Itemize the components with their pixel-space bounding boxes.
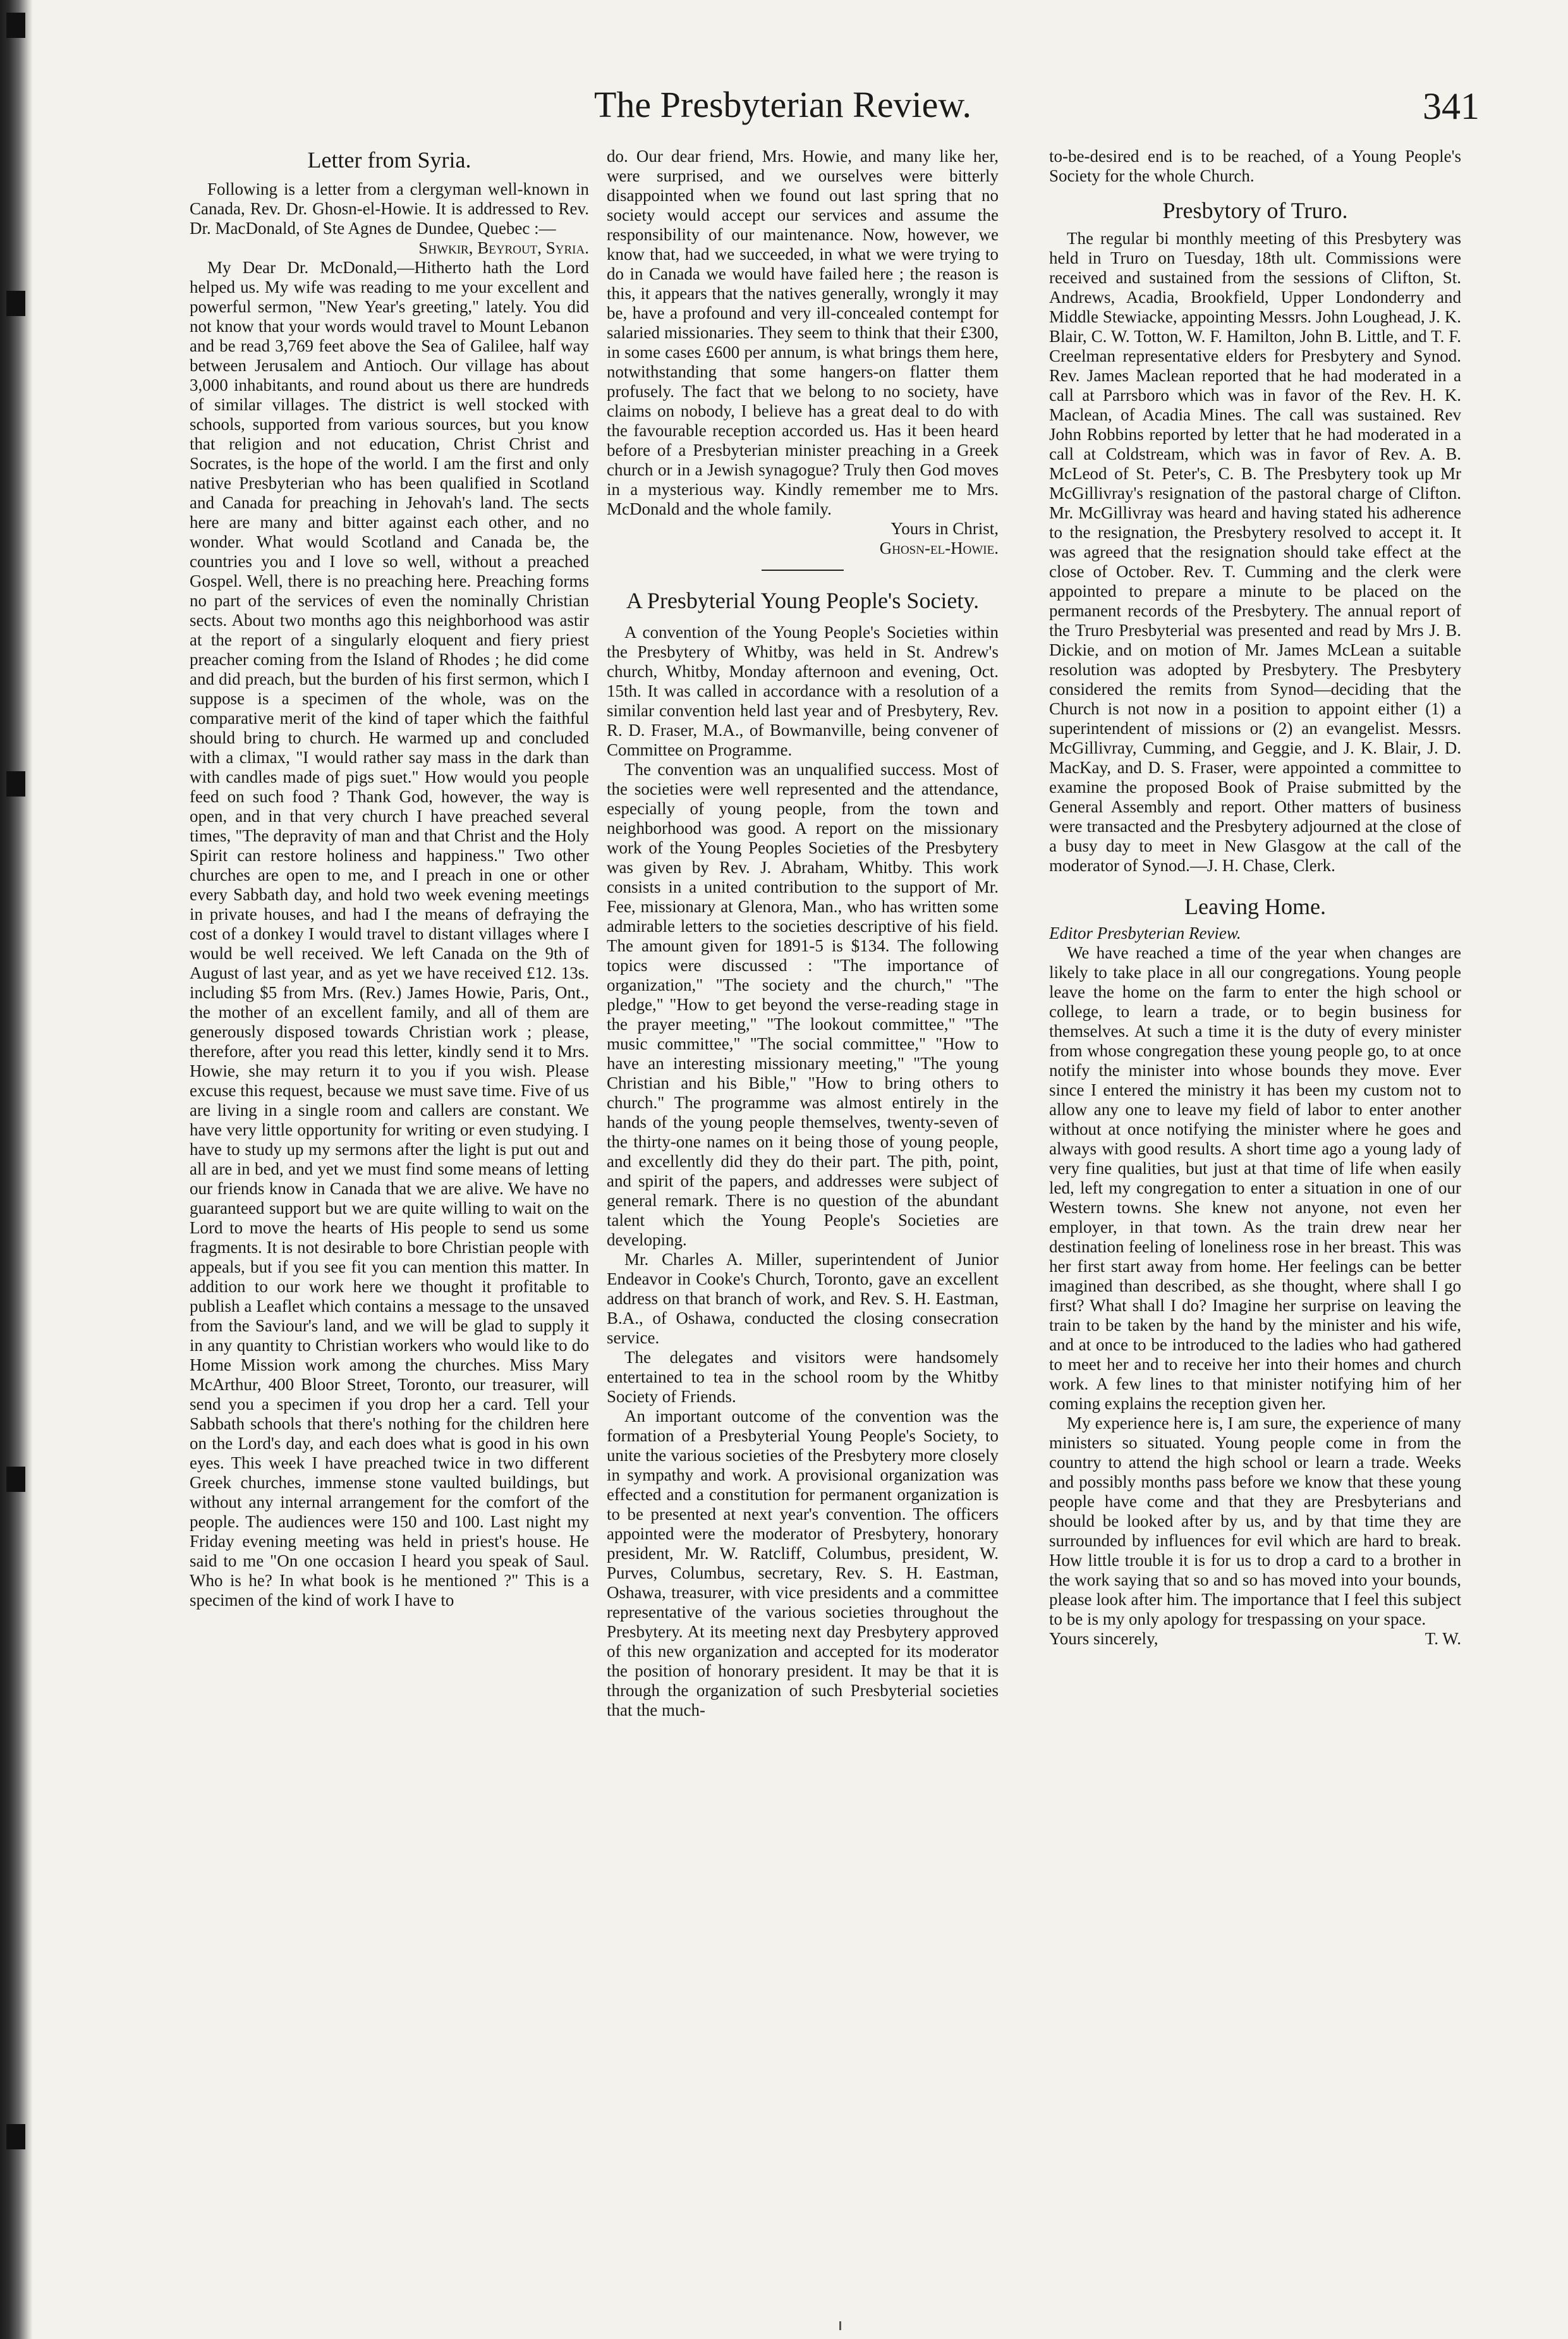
letter-body: My Dear Dr. McDonald,—Hitherto hath the Lord helped us. My wife was reading to me your excellent and powerful sermon, "New Year's greeting," lately. You did not know that your words would travel to Mount Lebanon and be read 3,769 feet above the Sea of Galilee, half way between Jerusalem and Antioch. Our village has about 3,000 inhabitants, and round about us there are hundreds of similar villages. The district is well stocked with schools, supported from various sources, but you know that religion and not education, Christ Christ and Socrates, is the hope of the world. I am the first and only native Presbyterian who has been qualified in Scotland and Canada for preaching in Jehovah's land. The sects here are many and bitter against each other, and no wonder. What would Scotland and Canada be, the countries you and I love so well, without a preached Gospel. Well, there is no preaching here. Preaching forms no part of the services of even the nominally Christian sects. About two months ago this neighborhood was astir at the report of a singularly eloquent and fiery priest preacher coming from the Island of Rhodes ; he did come and did preach, but the burden of his first sermon, which I suppose is a specimen of the whole, was on the comparative merit of the kind of taper which the faithful should bring to church. He warmed up and concluded with a climax, "I would rather say mass in the dark than with candles made of pigs suet." How would you people feed on such food ? Thank God, however, the way is open, and in that very church I have preached several times, "The depravity of man and that Christ and the Holy Spirit can restore holiness and happiness." Two other churches are open to me, and I preach in one or other every Sabbath day, and hold two week evening meetings in private houses, and had I the means of defraying the cost of a donkey I would travel to distant villages where I would be well received. We left Canada on the 9th of August of last year, and as yet we have received £12. 13s. including $5 from Mrs. (Rev.) James Howie, Paris, Ont., the mother of an excellent family, and all of them are generously disposed towards Christian work ; please, therefore, after you read this letter, kindly send it to Mrs. Howie, she may return it to you if you wish. Please excuse this request, because we must save time. Five of us are living in a single room and callers are constant. We have very little opportunity for writing or even studying. I have to study up my sermons after the light is put out and all are in bed, and yet we must find some means of letting our friends know in Canada that we are alive. We have no guaranteed support but we are quite willing to wait on the Lord to move the hearts of His people to send us some fragments. It is not desirable to bore Christian people with appeals, but if you see fit you can mention this matter. In addition to our work here we thought it profitable to publish a Leaflet which contains a message to the unsaved from the Saviour's land, and we will be glad to supply it in any quantity to Christian workers who would like to do Home Mission work among the churches. Miss Mary McArthur, 400 Bloor Street, Toronto, our treasurer, will send you a specimen if you drop her a card. Tell your Sabbath schools that there's nothing for the children here on the Lord's day, and each does what is good in his own eyes. This week I have preached twice in two different Greek churches, immense stone vaulted buildings, but without any internal arrangement for the comfort of the people. The audiences were 150 and 100. Last night my Friday evening meeting was held in priest's house. He said to me "On one occasion I heard you speak of Saul. Who is he? In what book is he mentioned ?" This is a specimen of the kind of work I have to (190, 258, 589, 1609)
article-headline-presbytery-of-truro: Presbytory of Truro. (1162, 198, 1348, 223)
letter-closing: Yours in Christ, (890, 519, 999, 538)
running-title: The Presbyterian Review. (594, 84, 971, 125)
letter-signature: Ghosn-el-Howie. (879, 539, 999, 558)
article-paragraph-continued: to-be-desired end is to be reached, of a Young People's Society for the whole Church. (1049, 147, 1461, 185)
column-left (190, 147, 589, 2296)
article-headline-young-peoples-society: A Presbyterial Young People's Society. (626, 588, 980, 613)
article-paragraph: My experience here is, I am sure, the experience of many ministers so situated. Young people come in from the country to attend the high school or learn a trade. Weeks and possibly months pass before we know that these young people have come and that they are Presbyterians and should be looked after by us, and by that time they are surrounded by influences for evil which are hard to break. How little trouble it is for us to drop a card to a brother in the work saying that so and so has moved into your bounds, please look after him. The importance that I feel this subject to be is my only apology for trespassing on your space. (1049, 1414, 1461, 1628)
column-middle (607, 147, 999, 2296)
article-paragraph: A convention of the Young People's Societies within the Presbytery of Whitby, was held in St. Andrew's church, Whitby, Monday afternoon and evening, Oct. 15th. It was called in accordance with a resolution of a similar convention held last year and of Presbytery, Rev. R. D. Fraser, M.A., of Bowmanville, being convener of Committee on Programme. (607, 623, 999, 759)
closing-salutation: Yours sincerely, (1049, 1629, 1158, 1648)
section-divider (762, 570, 844, 571)
letter-dateline: Shwkir, Beyrout, Syria. (418, 238, 589, 257)
article-headline-letter-from-syria: Letter from Syria. (307, 147, 471, 173)
page-header (0, 0, 1568, 145)
letter-intro: Following is a letter from a clergyman well-known in Canada, Rev. Dr. Ghosn-el-Howie. It is addressed to Rev. Dr. MacDonald, of Ste Agnes de Dundee, Quebec :— (190, 180, 589, 238)
letter-attribution: Editor Presbyterian Review. (1049, 924, 1241, 943)
article-paragraph: We have reached a time of the year when changes are likely to take place in all our congregations. Young people leave the home on the farm to enter the high school or college, to learn a trade, or to begin business for themselves. At such a time it is the duty of every minister from whose congregation these young people go, to at once notify the minister into whose bounds they move. Ever since I entered the ministry it has been my custom not to allow any one to leave my field of labor to enter another without at once notifying the minister where he goes and always with good results. A short time ago a young lady of very fine qualities, but just at that time of life when easily led, left my congregation to enter a situation in one of our Western towns. She knew not anyone, not even her employer, in that town. As the train drew near her destination feeling of loneliness rose in her breast. This was her first start away from home. Her feelings can be better imagined than described, as she thought, where shall I go first? What shall I do? Imagine her surprise on leaving the train to be taken by the hand by the minister and his wife, and at once to be introduced to the ladies who had gathered to meet her and to receive her into their homes and church work. A few lines to that minister notifying him of her coming explains the reception given her. (1049, 943, 1461, 1413)
article-paragraph: An important outcome of the convention was the formation of a Presbyterial Young People's Society, to unite the various societies of the Presbytery more closely in sympathy and work. A provisional organization was effected and a constitution for permanent organization is to be presented at next year's convention. The officers appointed were the moderator of Presbytery, honorary president, Mr. W. Ratcliff, Columbus, president, W. Purves, Columbus, secretary, Rev. S. H. Eastman, Oshawa, treasurer, with vice presidents and a committee representative of the various societies throughout the Presbytery. At its meeting next day Presbytery approved of this new organization and accepted for its moderator the position of honorary president. It may be that it is through the organization of such Presbyterial societies that the much- (607, 1407, 999, 1719)
closing-initials: T. W. (1425, 1629, 1461, 1648)
article-paragraph: The regular bi monthly meeting of this Presbytery was held in Truro on Tuesday, 18th ult. Commissions were received and sustained from the sessions of Clifton, St. Andrews, Acadia, Brookfield, Upper Londonderry and Middle Stewiacke, appointing Messrs. John Loughead, J. K. Blair, C. W. Totton, W. F. Hamilton, John B. Little, and T. F. Creelman representative elders for Presbytery and Synod. Rev. James Maclean reported that he had moderated in a call at Parrsboro which was in favor of the Rev. H. K. Maclean, of Acadia Mines. The call was sustained. Rev John Robbins reported by letter that he had moderated in a call at Coldstream, which was in favor of Rev. A. B. McLeod of St. Peter's, C. B. The Presbytery took up Mr McGillivray's resignation of the pastoral charge of Clifton. Mr. McGillivray was heard and having stated his adherence to the resignation, the Presbytery resolved to accept it. It was agreed that the resignation should take effect at the close of October. Rev. T. Cumming and the clerk were appointed to prepare a minute to be placed on the permanent records of the Presbytery. The annual report of the Truro Presbyterial was presented and read by Mrs J. B. Dickie, and on motion of Mr. James McLean a suitable resolution was adopted by Presbytery. The Presbytery considered the remits from Synod—deciding that the Church is not now in a position to appoint either (1) a superintendent of missions or (2) an evangelist. Messrs. McGillivray, Cumming, and Geggie, and J. K. Blair, J. D. MacKay, and D. S. Fraser, were appointed a committee to examine the proposed Book of Praise submitted by the General Assembly and report. Other matters of business were transacted and the Presbytery adjourned at the close of a busy day to meet in New Glasgow at the call of the moderator of Synod.—J. H. Chase, Clerk. (1049, 229, 1461, 875)
column-right (1049, 147, 1461, 2296)
page-number: 341 (1423, 85, 1480, 127)
letter-closing-line (1049, 1629, 1461, 1649)
article-paragraph: The delegates and visitors were handsomely entertained to tea in the school room by the Whitby Society of Friends. (607, 1348, 999, 1406)
footer-mark (839, 2321, 841, 2330)
article-headline-leaving-home: Leaving Home. (1184, 894, 1326, 919)
article-paragraph: Mr. Charles A. Miller, superintendent of Junior Endeavor in Cooke's Church, Toronto, gave an excellent address on that branch of work, and Rev. S. H. Eastman, B.A., of Oshawa, conducted the closing consecration service. (607, 1250, 999, 1347)
article-paragraph: The convention was an unqualified success. Most of the societies were well represented and the attendance, especially of young people, from the town and neighborhood was good. A report on the missionary work of the Young Peoples Societies of the Presbytery was given by Rev. J. Abraham, Whitby. This work consists in a united contribution to the support of Mr. Fee, missionary at Glenora, Man., who has written some admirable letters to the societies descriptive of his field. The amount given for 1891-5 is $134. The following topics were discussed : "The importance of organization," "The society and the church," "The pledge," "How to get beyond the verse-reading stage in the prayer meeting," "The lookout committee," "The music committee," "The social committee," "How to have an interesting missionary meeting," "The young Christian and his Bible," "How to bring others to church." The programme was almost entirely in the hands of the young people themselves, twenty-seven of the thirty-one names on it being those of young people, and excellently did they do their part. The pith, point, and spirit of the papers, and addresses were subject of general remark. There is no question of the abundant talent which the Young People's Societies are developing. (607, 760, 999, 1249)
letter-body-continued: do. Our dear friend, Mrs. Howie, and many like her, were surprised, and we ourselves were bitterly disappointed when we found out last spring that no society would accept our services and assume the responsibility of our maintenance. Now, however, we know that, had we succeeded, in what we were trying to do in Canada we would have failed here ; the reason is this, it appears that the natives generally, wrongly it may be, have a profound and very ill-concealed contempt for salaried missionaries. They seem to think that their £300, in some cases £600 per annum, is what brings them here, notwithstanding that some hangers-on flatter them profusely. The fact that we belong to no society, have claims on nobody, I believe has a great deal to do with the favourable reception accorded us. Has it been heard before of a Presbyterian minister preaching in a Greek church or in a Jewish synagogue? Truly then God moves in a mysterious way. Kindly remember me to Mrs. McDonald and the whole family. (607, 147, 999, 518)
